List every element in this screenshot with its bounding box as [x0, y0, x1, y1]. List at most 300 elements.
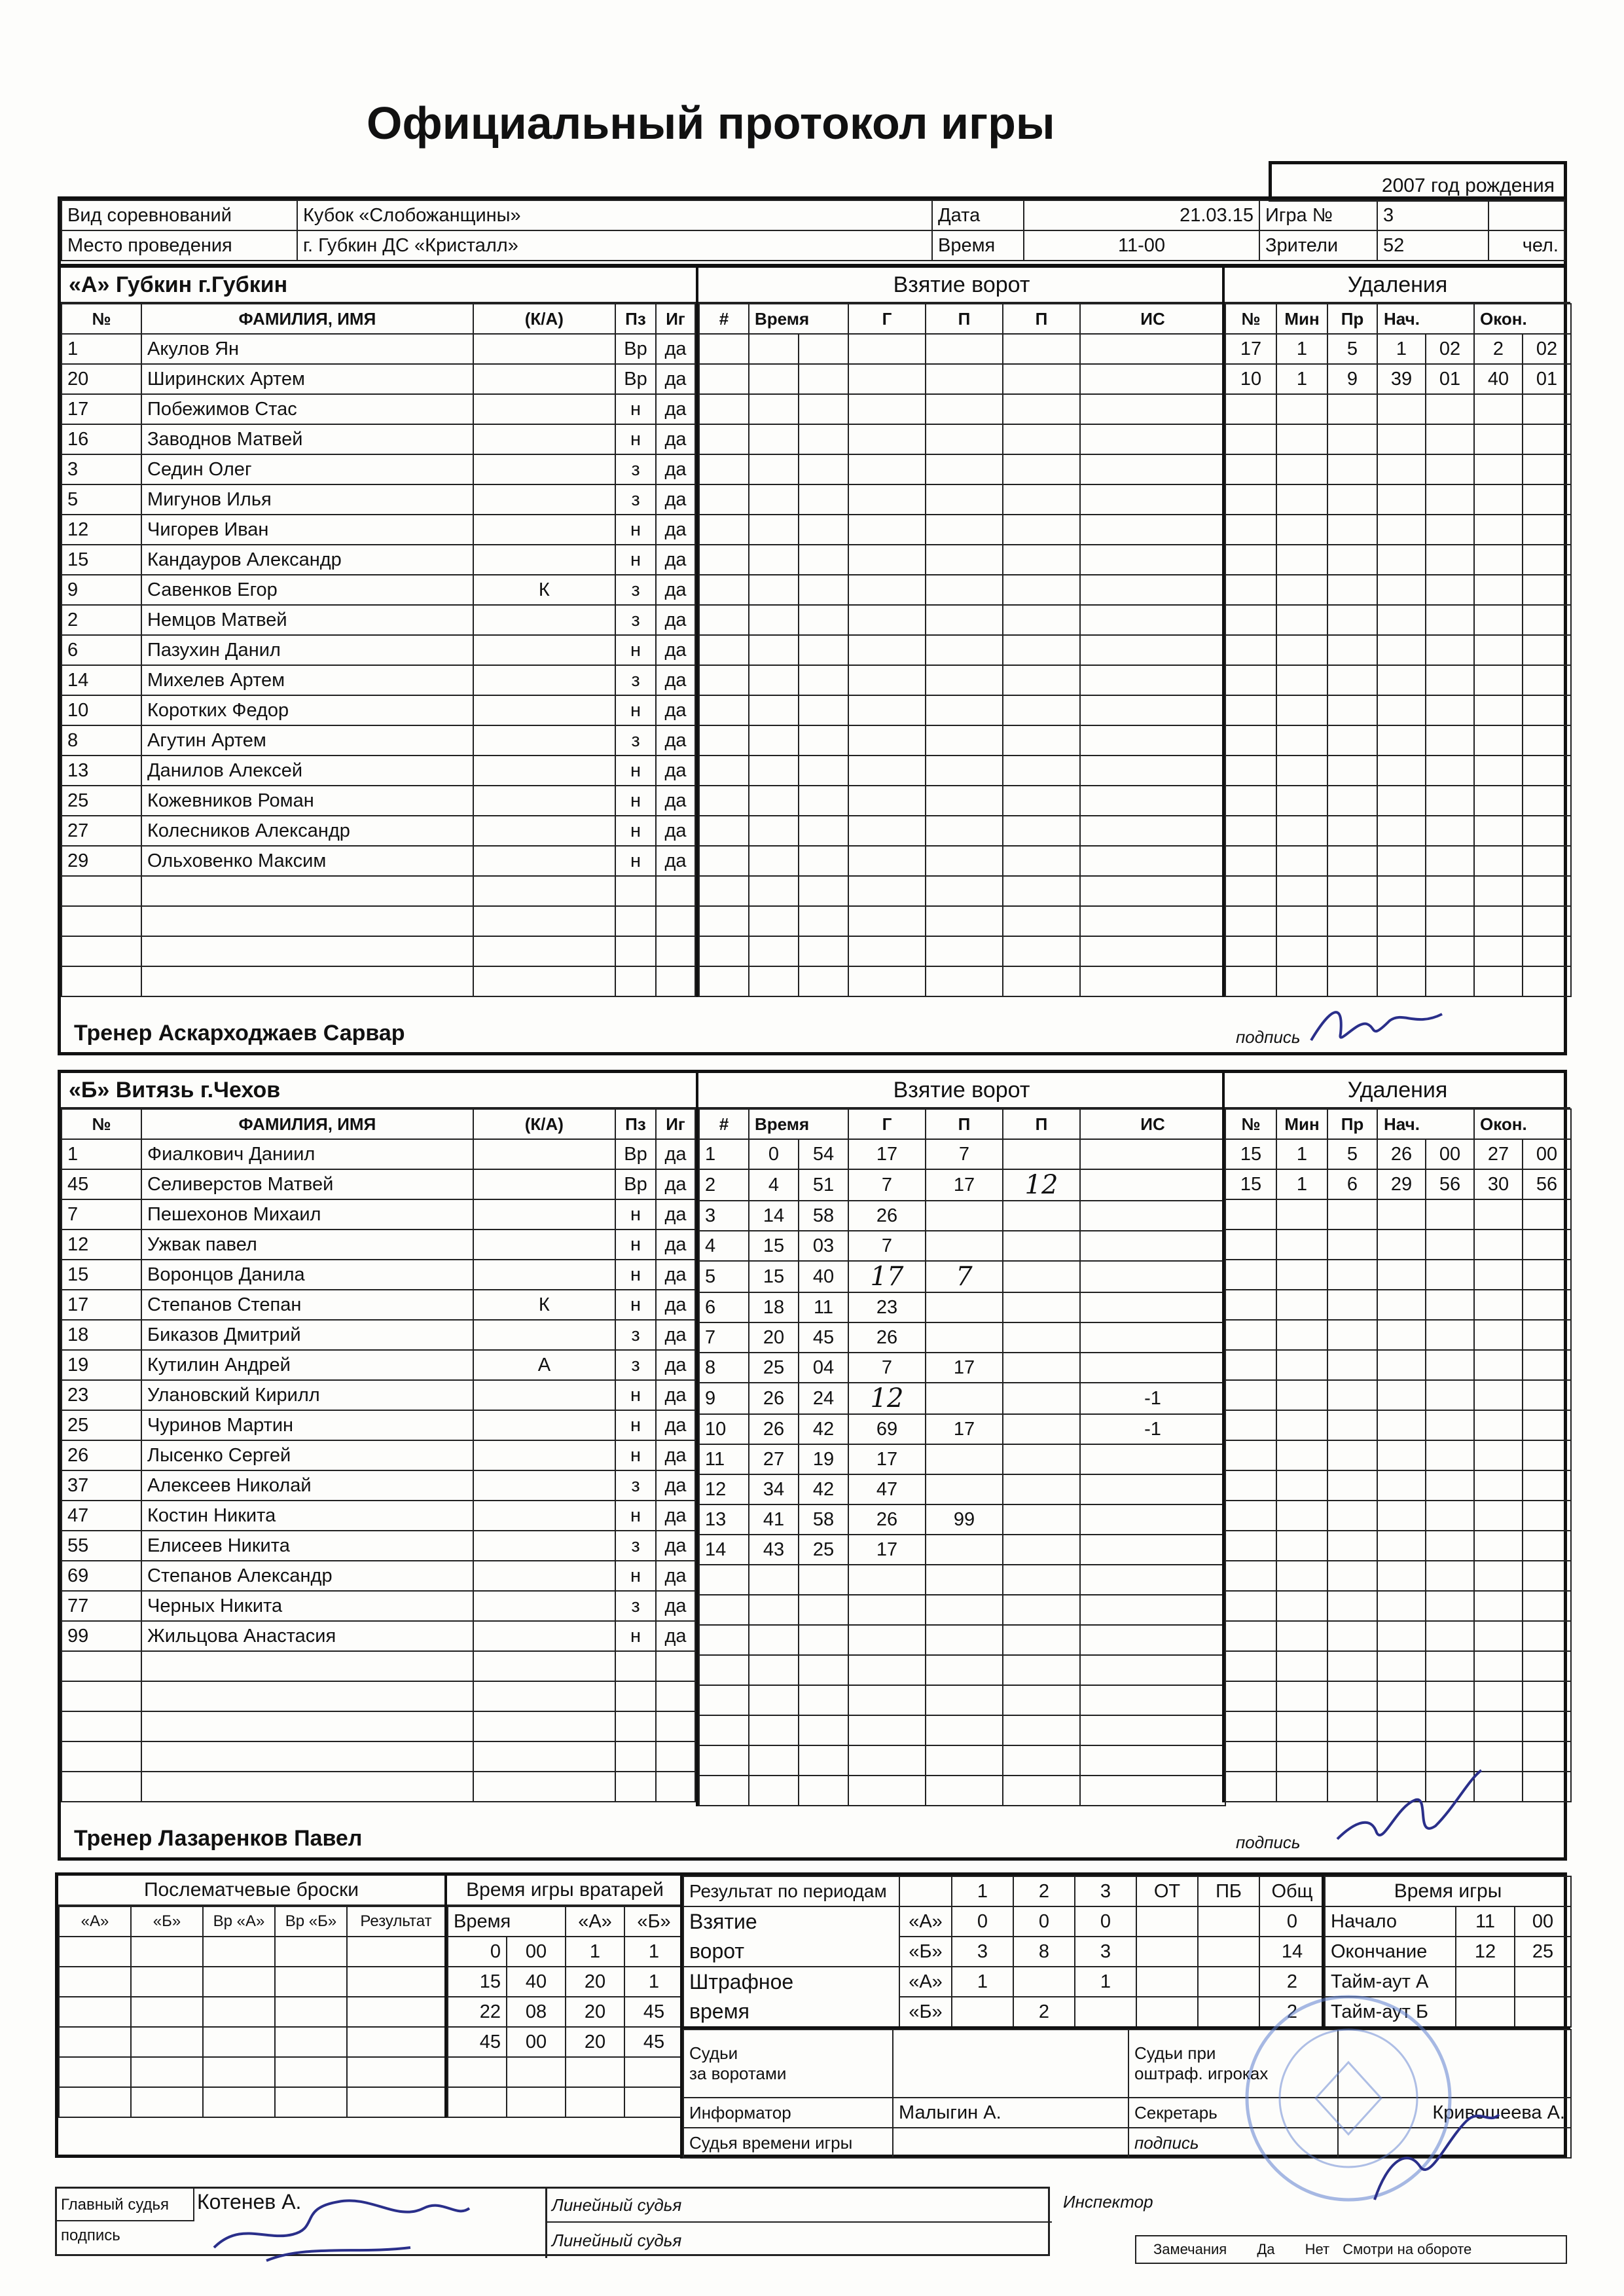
penalty-cell	[1225, 635, 1276, 665]
goal-num	[699, 515, 749, 545]
goal-num: 9	[699, 1383, 749, 1414]
goal-assist-2	[1003, 1353, 1080, 1383]
secretary-label: Секретарь	[1128, 2098, 1338, 2128]
player-captain	[473, 1531, 615, 1561]
player-position	[615, 906, 656, 936]
goal-is	[1080, 725, 1225, 756]
remarks-box	[1135, 2235, 1567, 2264]
penalty-cell	[1377, 1290, 1426, 1320]
penalty-cell	[1276, 635, 1327, 665]
shootout-row	[59, 1997, 445, 2027]
penalty-cell: 27	[1474, 1139, 1523, 1169]
goal-num	[699, 786, 749, 816]
goal-second	[799, 1745, 848, 1776]
goal-num	[699, 725, 749, 756]
goal-is	[1080, 846, 1225, 876]
player-played: да	[656, 1230, 695, 1260]
penalty-cell	[1523, 424, 1571, 454]
goalie-second: 40	[507, 1967, 566, 1997]
penalty-cell: 1	[1276, 1139, 1327, 1169]
player-name	[141, 1651, 473, 1681]
goal-second	[799, 1776, 848, 1806]
goal-assist-1: 7	[926, 1139, 1003, 1169]
penalty-cell	[1276, 1199, 1327, 1230]
goal-num: 1	[699, 1139, 749, 1169]
player-captain	[473, 1621, 615, 1651]
penalty-cell	[1426, 816, 1474, 846]
player-number: 26	[62, 1440, 141, 1470]
player-name: Жильцова Анастасия	[141, 1621, 473, 1651]
penalty-row	[1225, 515, 1571, 545]
player-number: 25	[62, 1410, 141, 1440]
team-b-section	[58, 1070, 1567, 1861]
goal-second	[799, 575, 848, 605]
player-position	[615, 1741, 656, 1772]
main-ref-signature	[201, 2182, 476, 2267]
player-position: з	[615, 665, 656, 695]
player-number: 29	[62, 846, 141, 876]
player-name: Степанов Александр	[141, 1561, 473, 1591]
player-name	[141, 1681, 473, 1711]
player-row	[62, 1169, 695, 1199]
goal-is	[1080, 635, 1225, 665]
goal-assist-2	[1003, 1292, 1080, 1322]
goal-second	[799, 1595, 848, 1625]
goal-num	[699, 394, 749, 424]
goal-assist-2	[1003, 1474, 1080, 1504]
goal-assist-1	[926, 394, 1003, 424]
player-row	[62, 936, 695, 966]
penalty-row	[1225, 1230, 1571, 1260]
goal-assist-2	[1003, 364, 1080, 394]
player-played: да	[656, 1169, 695, 1199]
goal-scorer	[848, 816, 926, 846]
shootout-row	[59, 1937, 445, 1967]
goal-assist-2	[1003, 966, 1080, 996]
penalty-cell	[1225, 1440, 1276, 1470]
goal-num	[699, 364, 749, 394]
penalty-cell	[1225, 1741, 1276, 1772]
penalty-cell	[1276, 1772, 1327, 1802]
player-captain	[473, 966, 615, 996]
goalie-minute: 45	[448, 2027, 507, 2057]
player-name: Колесников Александр	[141, 816, 473, 846]
penalty-cell	[1426, 1230, 1474, 1260]
penalty-cell	[1523, 545, 1571, 575]
player-row	[62, 1410, 695, 1440]
penalty-cell	[1426, 876, 1474, 906]
goal-row	[699, 1685, 1225, 1715]
player-captain	[473, 515, 615, 545]
meta-block	[58, 196, 1567, 267]
penalty-row	[1225, 394, 1571, 424]
shootout-cell	[203, 1997, 275, 2027]
player-position	[615, 966, 656, 996]
goal-num	[699, 1655, 749, 1685]
game-label: Игра №	[1259, 200, 1377, 230]
pen-header-num: №	[1225, 1109, 1276, 1139]
goal-scorer	[848, 876, 926, 906]
goalie-header-b: «Б»	[624, 1906, 683, 1937]
penalty-cell	[1327, 1621, 1377, 1651]
goal-row	[699, 756, 1225, 786]
goal-second	[799, 725, 848, 756]
pen-header-row	[1225, 304, 1571, 334]
penalty-row	[1225, 484, 1571, 515]
periods-value: 2	[1013, 1997, 1075, 2027]
player-captain	[473, 876, 615, 906]
penalty-cell	[1327, 575, 1377, 605]
penalty-cell	[1474, 1230, 1523, 1260]
goal-second: 45	[799, 1322, 848, 1353]
goal-is	[1080, 334, 1225, 364]
goal-second	[799, 605, 848, 635]
penalty-cell	[1327, 876, 1377, 906]
player-played: да	[656, 484, 695, 515]
penalty-cell	[1327, 484, 1377, 515]
penalty-cell	[1523, 635, 1571, 665]
penalty-row	[1225, 846, 1571, 876]
penalty-cell	[1523, 484, 1571, 515]
penalty-cell	[1276, 1350, 1327, 1380]
player-name: Воронцов Данила	[141, 1260, 473, 1290]
penalty-cell	[1523, 454, 1571, 484]
spectators-label: Зрители	[1259, 230, 1377, 261]
goal-is	[1080, 1565, 1225, 1595]
player-position: з	[615, 1591, 656, 1621]
penalty-cell: 00	[1523, 1139, 1571, 1169]
goalie-header-a: «А»	[566, 1906, 624, 1937]
player-captain	[473, 364, 615, 394]
goal-assist-2	[1003, 334, 1080, 364]
shootout-header-row	[59, 1906, 445, 1937]
goal-scorer	[848, 695, 926, 725]
player-position: Вр	[615, 1169, 656, 1199]
penalty-cell	[1523, 695, 1571, 725]
periods-value: 3	[952, 1937, 1013, 1967]
penalty-cell	[1377, 816, 1426, 846]
goal-header-time: Время	[749, 1109, 799, 1139]
penalty-cell	[1276, 1741, 1327, 1772]
goal-num: 2	[699, 1169, 749, 1201]
periods-value: 2	[1259, 1967, 1325, 1997]
goal-scorer	[848, 635, 926, 665]
penalty-cell: 29	[1377, 1169, 1426, 1199]
penalty-cell: 26	[1377, 1139, 1426, 1169]
header-num: №	[62, 1109, 141, 1139]
goal-assist-1	[926, 1655, 1003, 1685]
goal-row	[699, 966, 1225, 996]
penalty-cell	[1474, 1440, 1523, 1470]
penalty-cell	[1474, 1320, 1523, 1350]
player-position: з	[615, 725, 656, 756]
periods-team: «А»	[899, 1967, 952, 1997]
penalty-cell	[1474, 1470, 1523, 1501]
goal-assist-1	[926, 364, 1003, 394]
player-name: Кутилин Андрей	[141, 1350, 473, 1380]
player-played: да	[656, 1440, 695, 1470]
goal-row	[699, 1414, 1225, 1444]
penalty-cell	[1474, 1681, 1523, 1711]
goal-assist-1	[926, 966, 1003, 996]
goal-is	[1080, 1169, 1225, 1201]
penalty-row	[1225, 1711, 1571, 1741]
shootout-cell	[203, 1937, 275, 1967]
goal-second: 54	[799, 1139, 848, 1169]
penalty-cell	[1377, 545, 1426, 575]
penalty-cell	[1474, 1591, 1523, 1621]
player-row	[62, 1199, 695, 1230]
goal-minute: 20	[749, 1322, 799, 1353]
periods-header: Общ	[1259, 1876, 1325, 1906]
goal-minute	[749, 1595, 799, 1625]
goal-scorer	[848, 936, 926, 966]
player-number: 17	[62, 394, 141, 424]
time-value: 11-00	[1024, 230, 1259, 261]
goal-num	[699, 665, 749, 695]
penalty-cell	[1276, 786, 1327, 816]
player-row	[62, 786, 695, 816]
penalty-cell	[1225, 876, 1276, 906]
goal-minute	[749, 906, 799, 936]
player-played	[656, 1651, 695, 1681]
shootout-row	[59, 2087, 445, 2117]
goal-num: 5	[699, 1261, 749, 1292]
shootout-cell	[131, 2057, 203, 2087]
player-played: да	[656, 515, 695, 545]
goal-assist-1: 17	[926, 1414, 1003, 1444]
referees-section	[55, 2187, 1567, 2285]
penalty-cell	[1377, 394, 1426, 424]
goal-minute	[749, 424, 799, 454]
player-captain	[473, 725, 615, 756]
player-played	[656, 1711, 695, 1741]
player-name: Ужвак павел	[141, 1230, 473, 1260]
goal-header-p1: П	[926, 1109, 1003, 1139]
goal-is	[1080, 1444, 1225, 1474]
periods-header: 1	[952, 1876, 1013, 1906]
goalie-header-row	[448, 1906, 683, 1937]
player-played: да	[656, 454, 695, 484]
header-row	[62, 1109, 695, 1139]
penalty-cell	[1377, 575, 1426, 605]
penalty-cell	[1377, 454, 1426, 484]
shootout-cell	[59, 2027, 131, 2057]
goal-assist-2	[1003, 635, 1080, 665]
goal-row	[699, 454, 1225, 484]
goal-second: 42	[799, 1414, 848, 1444]
goal-header-is: ИС	[1080, 304, 1225, 334]
player-name: Чигорев Иван	[141, 515, 473, 545]
shootout-header: Вр «Б»	[275, 1906, 347, 1937]
goal-assist-1	[926, 725, 1003, 756]
goal-row	[699, 545, 1225, 575]
penalty-row	[1225, 635, 1571, 665]
player-played: да	[656, 575, 695, 605]
player-captain	[473, 665, 615, 695]
player-captain	[473, 605, 615, 635]
player-row	[62, 1651, 695, 1681]
player-number: 17	[62, 1290, 141, 1320]
goal-num	[699, 334, 749, 364]
goal-assist-2	[1003, 1444, 1080, 1474]
player-number: 6	[62, 635, 141, 665]
shootout-cell	[59, 2087, 131, 2117]
goal-header-row	[699, 1109, 1225, 1139]
goal-assist-1	[926, 1595, 1003, 1625]
goal-assist-2	[1003, 1231, 1080, 1261]
penalty-cell	[1276, 1380, 1327, 1410]
penalty-row	[1225, 605, 1571, 635]
goal-is	[1080, 1776, 1225, 1806]
penalty-cell	[1327, 906, 1377, 936]
periods-value: 1	[952, 1967, 1013, 1997]
penalty-row	[1225, 1501, 1571, 1531]
player-row	[62, 575, 695, 605]
goal-assist-1	[926, 1625, 1003, 1655]
goalie-minute: 22	[448, 1997, 507, 2027]
player-number: 2	[62, 605, 141, 635]
goal-scorer	[848, 906, 926, 936]
penalty-cell	[1523, 1350, 1571, 1380]
game-value: 3	[1377, 200, 1489, 230]
goal-scorer	[848, 756, 926, 786]
goal-assist-1	[926, 1201, 1003, 1231]
goal-num	[699, 756, 749, 786]
player-row	[62, 484, 695, 515]
periods-goals-a-row	[683, 1906, 1325, 1937]
penalty-cell	[1225, 545, 1276, 575]
penalty-row	[1225, 1199, 1571, 1230]
penalty-cell	[1225, 846, 1276, 876]
penalty-cell	[1276, 1591, 1327, 1621]
goal-is	[1080, 876, 1225, 906]
goal-is	[1080, 1535, 1225, 1565]
penalty-row	[1225, 756, 1571, 786]
player-position: з	[615, 575, 656, 605]
player-name: Коротких Федор	[141, 695, 473, 725]
player-number: 12	[62, 1230, 141, 1260]
penalty-cell	[1377, 1199, 1426, 1230]
player-name: Заводнов Матвей	[141, 424, 473, 454]
goal-minute: 41	[749, 1504, 799, 1535]
goal-scorer: 17	[848, 1444, 926, 1474]
goal-second	[799, 665, 848, 695]
goal-assist-2	[1003, 1504, 1080, 1535]
shootout-cell	[275, 1997, 347, 2027]
penalty-cell: 56	[1426, 1169, 1474, 1199]
goal-assist-1	[926, 665, 1003, 695]
penalty-cell	[1225, 1531, 1276, 1561]
pen-header-min: Мин	[1276, 1109, 1327, 1139]
goal-is	[1080, 515, 1225, 545]
team-a-penalties	[1225, 303, 1572, 997]
penalty-cell	[1523, 1501, 1571, 1531]
goal-assist-2	[1003, 454, 1080, 484]
goal-second	[799, 966, 848, 996]
team-b-goals	[698, 1108, 1226, 1806]
game-start-label: Начало	[1325, 1906, 1456, 1937]
player-played: да	[656, 635, 695, 665]
player-number	[62, 1772, 141, 1802]
player-number: 10	[62, 695, 141, 725]
penalty-cell	[1474, 545, 1523, 575]
player-captain	[473, 1380, 615, 1410]
penalty-cell	[1276, 1290, 1327, 1320]
player-name: Черных Никита	[141, 1591, 473, 1621]
penalty-cell	[1276, 966, 1327, 996]
penalty-cell	[1377, 846, 1426, 876]
team-a-roster	[61, 303, 696, 997]
penalty-cell	[1327, 966, 1377, 996]
penalty-cell	[1474, 1501, 1523, 1531]
penalty-cell	[1523, 394, 1571, 424]
player-name: Немцов Матвей	[141, 605, 473, 635]
goal-row	[699, 1201, 1225, 1231]
goal-header-g: Г	[848, 1109, 926, 1139]
team-b-signature	[1331, 1767, 1488, 1859]
player-name: Елисеев Никита	[141, 1531, 473, 1561]
periods-label: Взятие	[683, 1906, 899, 1937]
player-captain	[473, 1561, 615, 1591]
player-position: з	[615, 1320, 656, 1350]
periods-value: 2	[1259, 1997, 1325, 2027]
goal-row	[699, 1655, 1225, 1685]
goal-is	[1080, 816, 1225, 846]
penalty-cell	[1225, 966, 1276, 996]
shootout-cell	[131, 2087, 203, 2117]
goal-num	[699, 1625, 749, 1655]
penalty-cell	[1327, 1380, 1377, 1410]
player-row	[62, 1531, 695, 1561]
goal-minute	[749, 334, 799, 364]
penalty-cell	[1377, 1591, 1426, 1621]
penalty-cell	[1276, 1681, 1327, 1711]
penalty-cell	[1426, 1290, 1474, 1320]
penalty-cell	[1327, 1290, 1377, 1320]
penalty-cell	[1523, 1681, 1571, 1711]
timekeeper-label: Судья времени игры	[683, 2128, 893, 2158]
goal-assist-2	[1003, 1322, 1080, 1353]
penalty-cell	[1377, 906, 1426, 936]
team-a-title: «А» Губкин г.Губкин	[61, 268, 696, 303]
player-name: Седин Олег	[141, 454, 473, 484]
goal-row	[699, 1745, 1225, 1776]
penalty-cell	[1523, 756, 1571, 786]
goal-assist-1	[926, 334, 1003, 364]
player-captain	[473, 1591, 615, 1621]
penalty-cell	[1523, 1741, 1571, 1772]
shootout-cell	[275, 2087, 347, 2117]
penalty-cell	[1327, 545, 1377, 575]
team-b-coach: Тренер Лазаренков Павел	[74, 1826, 363, 1851]
player-captain	[473, 1410, 615, 1440]
player-name	[141, 876, 473, 906]
shootout-row	[59, 2027, 445, 2057]
shootout-cell	[203, 1967, 275, 1997]
goal-minute	[749, 786, 799, 816]
goal-num	[699, 695, 749, 725]
player-captain	[473, 424, 615, 454]
shootout-cell	[131, 1997, 203, 2027]
goal-header-p2: П	[1003, 1109, 1080, 1139]
goal-assist-1	[926, 816, 1003, 846]
goal-scorer	[848, 484, 926, 515]
player-played: да	[656, 1380, 695, 1410]
penalty-row	[1225, 665, 1571, 695]
goal-row	[699, 364, 1225, 394]
penalty-cell	[1225, 1681, 1276, 1711]
